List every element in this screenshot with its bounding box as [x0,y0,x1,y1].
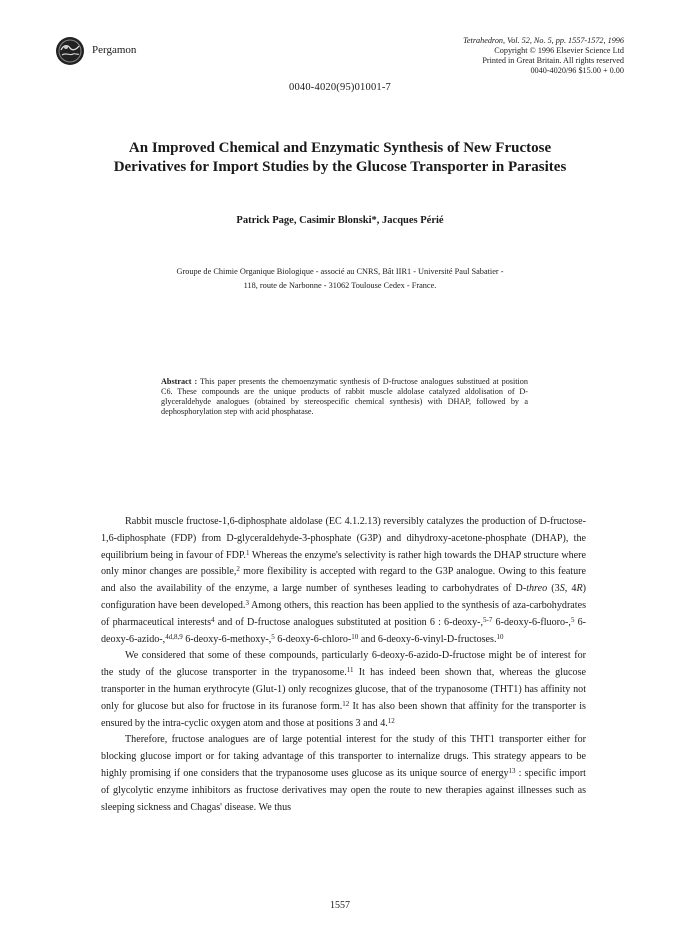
journal-citation: Tetrahedron, Vol. 52, No. 5, pp. 1557-1572, 1996 [463,36,624,45]
affiliation-line-2: 118, route de Narbonne - 31062 Toulouse Cedex - France. [243,281,437,290]
citation: 10 [351,632,359,641]
citation: 5 [271,632,275,641]
italic-term: S [559,583,565,595]
text-run: more flexibility is accepted with regard to the G3P analogue. Owing to this feature and also the availability of the enzyme, a large number of syntheses leading to carbohydrates of D- [101,566,586,595]
affiliation-line-1: Groupe de Chimie Organique Biologique - associé au CNRS, Bât IIR1 - Université Paul Sabatier - [176,267,504,276]
publisher-name: Pergamon [92,44,137,56]
abstract [161,377,528,417]
citation: 1 [245,548,250,557]
italic-term: threo [526,583,548,595]
copyright-line: Copyright © 1996 Elsevier Science Ltd [494,46,624,55]
article-title [60,139,620,177]
citation: 13 [508,766,516,775]
citation: 12 [387,716,395,725]
article-identifier: 0040-4020(95)01001-7 [289,82,391,93]
citation: 4d,8,9 [165,632,183,641]
printed-line: Printed in Great Britain. All rights reserved [482,56,624,65]
text-run: 6-deoxy-6-azido-, [101,616,587,645]
text-run: , 4 [564,583,577,595]
affiliation [60,265,620,293]
text-run: 6-deoxy-6-chloro- [274,633,352,645]
body-text [101,514,586,816]
issn-price: 0040-4020/96 $15.00 + 0.00 [530,66,624,75]
page-number: 1557 [330,900,350,911]
text-run: We considered that some of these compounds, particularly 6-deoxy-6-azido-D-fructose might be of interest for the study of the glucose transporter in the trypanosome. [101,650,586,679]
text-run: 6-deoxy-6-methoxy-, [182,633,272,645]
journal-header [463,36,624,76]
text-run: : specific import of glycolytic enzyme inhibitors as fructose derivatives may open the route to new therapies against illnesses such as sleeping sickness and Chagas' disease. We thus [101,767,586,813]
text-run: Among others, this reaction has been applied to the synthesis of aza-carbohydrates of pharmaceutical interests [101,599,586,628]
citation: 11 [346,666,354,675]
text-run: and of D-fructose analogues substituted at position 6 : 6-deoxy-, [214,616,484,628]
text-run: It has also been shown that affinity for the transporter is ensured by the intra-cyclic oxygen atom and those at positions 3 and 4. [101,700,586,729]
italic-term: R [576,583,583,595]
authors: Patrick Page, Casimir Blonski*, Jacques Périé [236,215,444,226]
paragraph-3 [101,732,586,816]
paragraph-2 [101,648,586,732]
citation: 3 [245,598,249,607]
title-line-2: Derivatives for Import Studies by the Glucose Transporter in Parasites [113,159,567,175]
citation: 2 [236,565,240,574]
paragraph-1 [101,514,586,648]
citation: 12 [342,699,350,708]
text-run: and 6-deoxy-6-vinyl-D-fructoses. [358,633,497,645]
citation: 4 [211,615,215,624]
text-run: It has indeed been shown that, whereas the glucose transporter in the human erythrocyte (Glut-1) only recognizes glucose, that of the trypanosome (THT1) has affinity not only for glucose but also for fructose in its furanose form. [101,667,586,712]
text-run: ) configuration have been developed. [101,583,586,611]
text-run: Whereas the enzyme's selectivity is rather high towards the DHAP structure where only minor changes are possible, [101,549,586,578]
text-run: (3 [547,583,560,595]
pergamon-logo [55,36,85,66]
abstract-text: This paper presents the chemoenzymatic synthesis of D-fructose analogues substitued at position C6. These compounds are the unique products of rabbit muscle aldolase catalyzed aldolisation of D-glyceraldehyde analogues (obtained by stereospecific chemical synthesis) with DHAP, followed by a dephosphorylation step with acid phosphatase. [161,377,528,416]
text-run: Therefore, fructose analogues are of large potential interest for the study of this THT1 transporter either for blocking glucose import or for taking advantage of this transporter to internalize drugs. This strategy appears to be highly promising if one considers that the trypanosome uses glucose as its unique source of energy [101,734,586,779]
text-run: Rabbit muscle fructose-1,6-diphosphate aldolase (EC 4.1.2.13) reversibly catalyzes the production of D-fructose-1,6-diphosphate (FDP) from D-glyceraldehyde-3-phosphate (G3P) and dihydroxy-acetone-phosphate (DHAP), the equilibrium being in favour of FDP. [101,516,586,561]
title-line-1: An Improved Chemical and Enzymatic Synthesis of New Fructose [128,140,552,156]
citation: 5-7 [483,615,493,624]
citation: 5 [570,615,575,624]
abstract-label: Abstract : [161,377,198,386]
citation: 10 [496,632,504,641]
text-run: 6-deoxy-6-fluoro-, [492,616,571,628]
